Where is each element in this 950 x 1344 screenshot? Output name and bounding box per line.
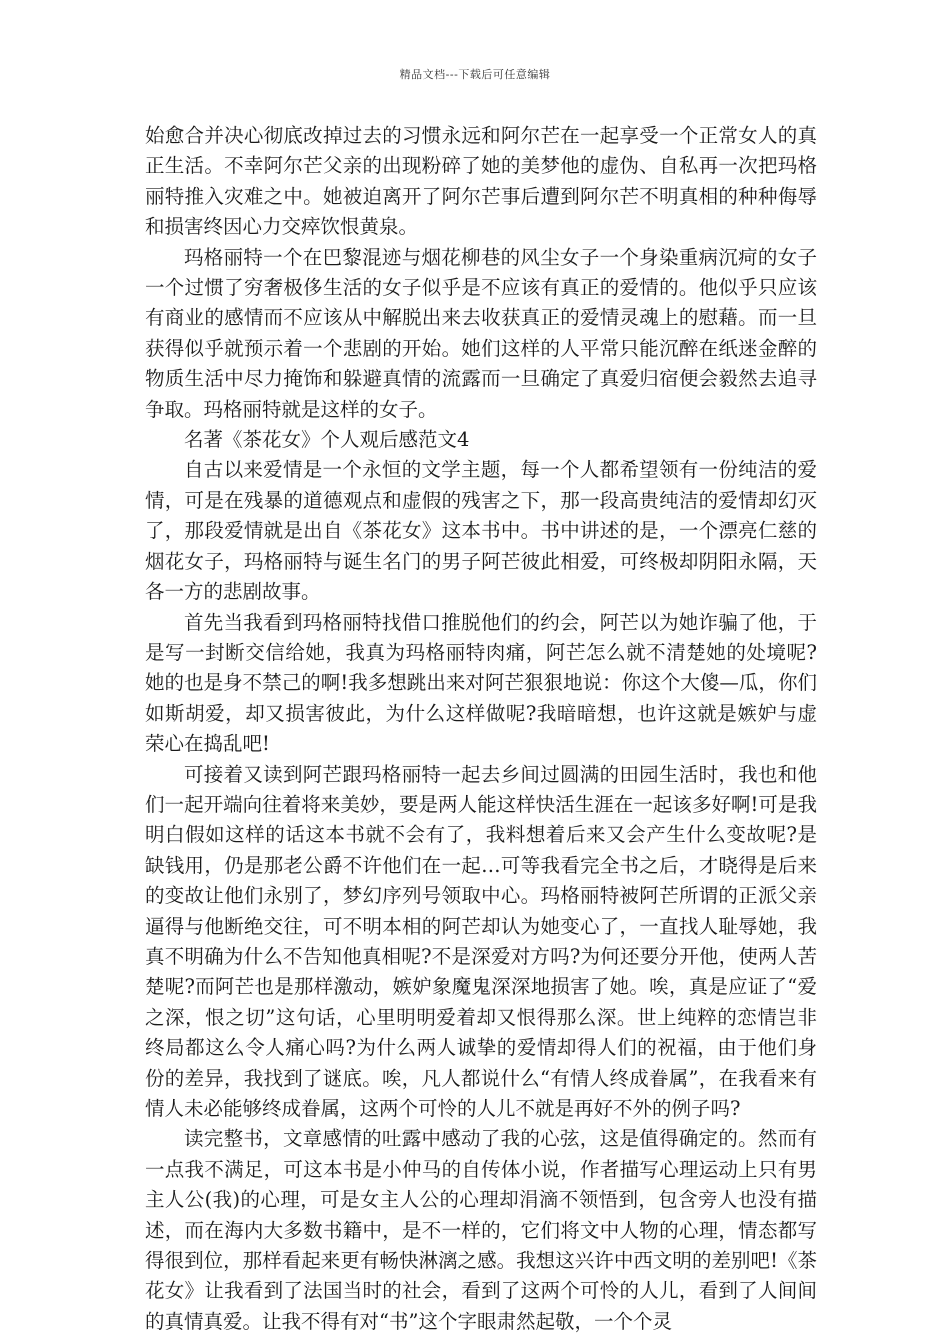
document-body bbox=[145, 121, 817, 1337]
section-heading: 名著《茶花女》个人观后感范文4 bbox=[184, 428, 470, 452]
paragraph: 玛格丽特一个在巴黎混迹与烟花柳巷的风尘女子一个身染重病沉疴的女子一个过惯了穷奢极侈生活的女子似乎是不应该有真正的爱情的。他似乎只应该有商业的感情而不应该从中解脱出来去收获真正的爱情灵魂上的慰藉。而一旦获得似乎就预示着一个悲剧的开始。她们这样的人平常只能沉醉在纸迷金醉的物质生活中尽力掩饰和躲避真情的流露而一旦确定了真爱归宿便会毅然去追寻争取。玛格丽特就是这样的女子。 bbox=[145, 245, 817, 421]
paragraph: 可接着又读到阿芒跟玛格丽特一起去乡间过圆满的田园生活时，我也和他们一起开端向往着将来美妙，要是两人能这样快活生涯在一起该多好啊!可是我明白假如这样的话这本书就不会有了，我料想着后来又会产生什么变故呢?是缺钱用，仍是那老公爵不许他们在一起…可等我看完全书之后，才晓得是后来的变故让他们永别了，梦幻序列号领取中心。玛格丽特被阿芒所谓的正派父亲逼得与他断绝交往，可不明本相的阿芒却认为她变心了，一直找人耻辱她，我真不明确为什么不告知他真相呢?不是深爱对方吗?为何还要分开他，使两人苦楚呢?而阿芒也是那样激动，嫉妒象魔鬼深深地损害了她。唉，真是应证了“爱之深，恨之切”这句话，心里明明爱着却又恨得那么深。世上纯粹的恋情岂非终局都这么令人痛心吗?为什么两人诚挚的爱情却得人们的祝福，由于他们身份的差异，我找到了谜底。唉，凡人都说什么“有情人终成眷属”，在我看来有情人未必能够终成眷属，这两个可怜的人儿不就是再好不外的例子吗? bbox=[145, 762, 817, 1120]
paragraph: 读完整书，文章感情的吐露中感动了我的心弦，这是值得确定的。然而有一点我不满足，可这本书是小仲马的自传体小说，作者描写心理运动上只有男主人公(我)的心理，可是女主人公的心理却涓滴不领悟到，包含旁人也没有描述，而在海内大多数书籍中，是不一样的，它们将文中人物的心理，情态都写得很到位，那样看起来更有畅快淋漓之感。我想这兴许中西文明的差别吧!《茶花女》让我看到了法国当时的社会，看到了这两个可怜的人儿，看到了人间间的真情真爱。让我不得有对“书”这个字眼肃然起敬，一个个灵 bbox=[145, 1127, 817, 1333]
paragraph: 自古以来爱情是一个永恒的文学主题，每一个人都希望领有一份纯洁的爱情，可是在残暴的道德观点和虚假的残害之下，那一段高贵纯洁的爱情却幻灭了，那段爱情就是出自《茶花女》这本书中。书中讲述的是，一个漂亮仁慈的烟花女子，玛格丽特与诞生名门的男子阿芒彼此相爱，可终极却阴阳永隔，天各一方的悲剧故事。 bbox=[145, 458, 817, 604]
paragraph: 首先当我看到玛格丽特找借口推脱他们的约会，阿芒以为她诈骗了他，于是写一封断交信给她，我真为玛格丽特肉痛，阿芒怎么就不清楚她的处境呢?她的也是身不禁己的啊!我多想跳出来对阿芒狠狠地说：你这个大傻—瓜，你们如斯胡爱，却又损害彼此，为什么这样做呢?我暗暗想，也许这就是嫉妒与虚荣心在捣乱吧! bbox=[145, 610, 817, 756]
paragraph-continued: 始愈合并决心彻底改掉过去的习惯永远和阿尔芒在一起享受一个正常女人的真正生活。不幸阿尔芒父亲的出现粉碎了她的美梦他的虚伪、自私再一次把玛格丽特推入灾难之中。她被迫离开了阿尔芒事后遭到阿尔芒不明真相的种种侮辱和损害终因心力交瘁饮恨黄泉。 bbox=[145, 124, 817, 239]
page-header: 精品文档---下载后可任意编辑 bbox=[399, 68, 551, 81]
